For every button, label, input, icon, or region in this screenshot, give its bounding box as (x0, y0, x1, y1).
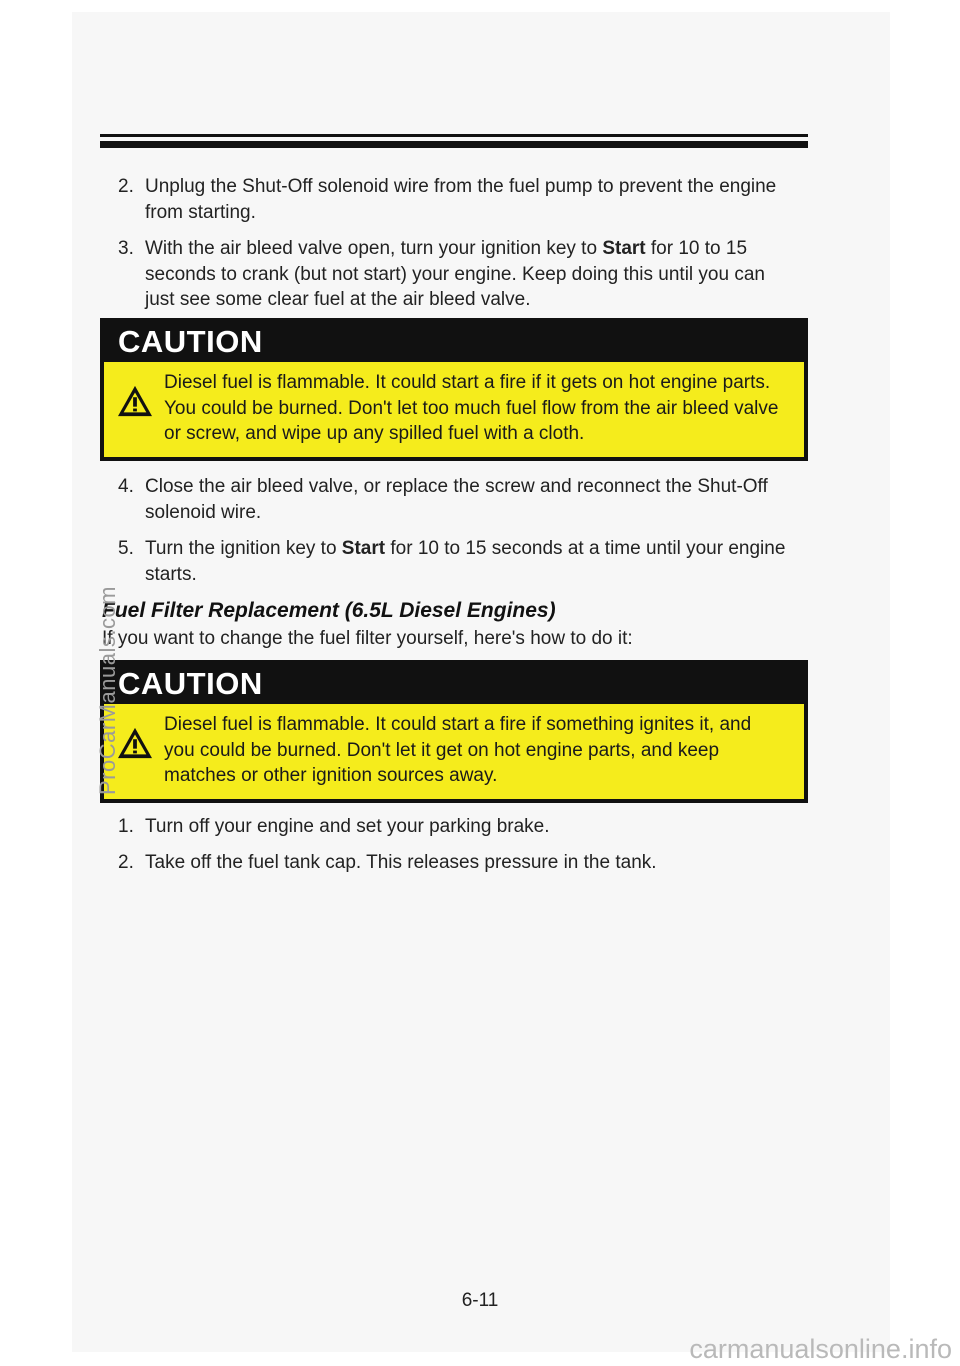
caution-body (104, 362, 804, 455)
watermark-bottom: carmanualsonline.info (689, 1334, 952, 1364)
list-item (118, 174, 798, 225)
step-text: With the air bleed valve open, turn your ignition key to Start for 10 to 15 seconds to crank (but not start) your engine. Keep doing this until you can just see some clear fuel at the air bleed valve. (145, 238, 765, 310)
caution-box (100, 318, 808, 461)
caution-box (100, 660, 808, 803)
page-number: 6-11 (461, 1290, 499, 1311)
bold-term: Start (341, 538, 386, 559)
step-number: 1. (118, 816, 134, 837)
step-number: 4. (118, 476, 134, 497)
step-text: Turn the ignition key to Start for 10 to 15 seconds at a time until your engine starts. (145, 538, 786, 585)
step-text: Close the air bleed valve, or replace the screw and reconnect the Shut-Off solenoid wire. (145, 476, 768, 523)
bold-term: Start (602, 238, 646, 259)
caution-header: CAUTION (104, 664, 804, 704)
watermark-left: ProCarManuals.com (95, 585, 120, 795)
section-heading: Fuel Filter Replacement (6.5L Diesel Engines) (102, 599, 556, 622)
step-text: Take off the fuel tank cap. This releases pressure in the tank. (145, 852, 657, 873)
step-text: Turn off your engine and set your parking brake. (145, 816, 550, 837)
warning-triangle-icon (116, 726, 154, 760)
caution-header: CAUTION (104, 322, 804, 362)
top-rule-thick (100, 141, 808, 148)
step-number: 3. (118, 238, 134, 259)
step-number: 5. (118, 538, 134, 559)
list-item (118, 814, 798, 840)
list-item (118, 536, 798, 587)
list-item (118, 236, 798, 313)
list-item (118, 850, 798, 876)
caution-body (104, 704, 804, 797)
list-item (118, 474, 798, 525)
step-number: 2. (118, 176, 134, 197)
top-rule-thin (100, 134, 808, 137)
caution-text: Diesel fuel is flammable. It could start a fire if something ignites it, and you could be burned. Don't let it get on hot engine parts, and keep matches or other ignition sources away. (164, 714, 752, 786)
section-intro: If you want to change the fuel filter yourself, here's how to do it: (102, 628, 633, 649)
step-text: Unplug the Shut-Off solenoid wire from the fuel pump to prevent the engine from starting. (145, 176, 777, 223)
caution-text: Diesel fuel is flammable. It could start a fire if it gets on hot engine parts. You could be burned. Don't let too much fuel flow from the air bleed valve or screw, and wipe up any spilled fuel with a cloth. (164, 372, 779, 444)
step-number: 2. (118, 852, 134, 873)
warning-triangle-icon (116, 384, 154, 418)
